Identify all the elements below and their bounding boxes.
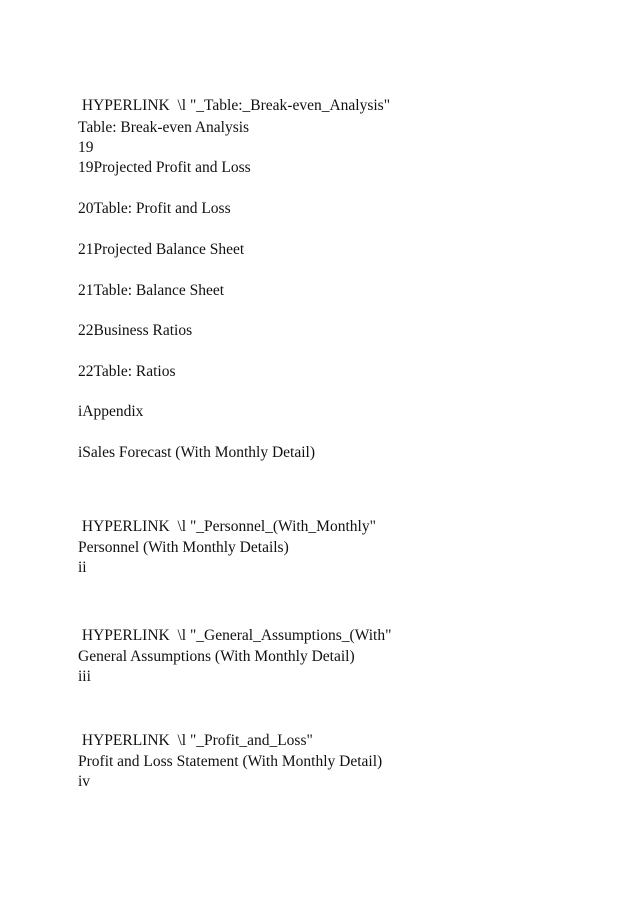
page-number: iii <box>78 668 91 685</box>
page-number: ii <box>78 559 87 576</box>
toc-entry-profit-loss-table: 20Table: Profit and Loss <box>78 200 231 217</box>
page-number: 19 <box>78 139 94 156</box>
toc-entry-projected-balance-sheet: 21Projected Balance Sheet <box>78 241 245 258</box>
hyperlink-field-profit-loss: HYPERLINK \l "_Profit_and_Loss" <box>78 732 313 749</box>
toc-entry-general-assumptions: General Assumptions (With Monthly Detail) <box>78 648 355 665</box>
toc-entry-balance-sheet-table: 21Table: Balance Sheet <box>78 282 225 299</box>
toc-entry-break-even-table: Table: Break-even Analysis <box>78 119 250 136</box>
toc-entry-ratios-table: 22Table: Ratios <box>78 363 176 380</box>
hyperlink-field-general-assumptions: HYPERLINK \l "_General_Assumptions_(With" <box>78 627 392 644</box>
toc-entry-personnel: Personnel (With Monthly Details) <box>78 539 289 556</box>
toc-entry-profit-loss-statement: Profit and Loss Statement (With Monthly Detail) <box>78 753 383 770</box>
toc-entry-appendix: iAppendix <box>78 403 144 420</box>
toc-entry-business-ratios: 22Business Ratios <box>78 322 193 339</box>
toc-entry-sales-forecast: iSales Forecast (With Monthly Detail) <box>78 444 315 461</box>
hyperlink-field-break-even: HYPERLINK \l "_Table:_Break-even_Analysis" <box>78 97 391 114</box>
page-number: iv <box>78 773 91 790</box>
toc-entry-projected-profit-loss: 19Projected Profit and Loss <box>78 159 251 176</box>
hyperlink-field-personnel: HYPERLINK \l "_Personnel_(With_Monthly" <box>78 518 376 535</box>
